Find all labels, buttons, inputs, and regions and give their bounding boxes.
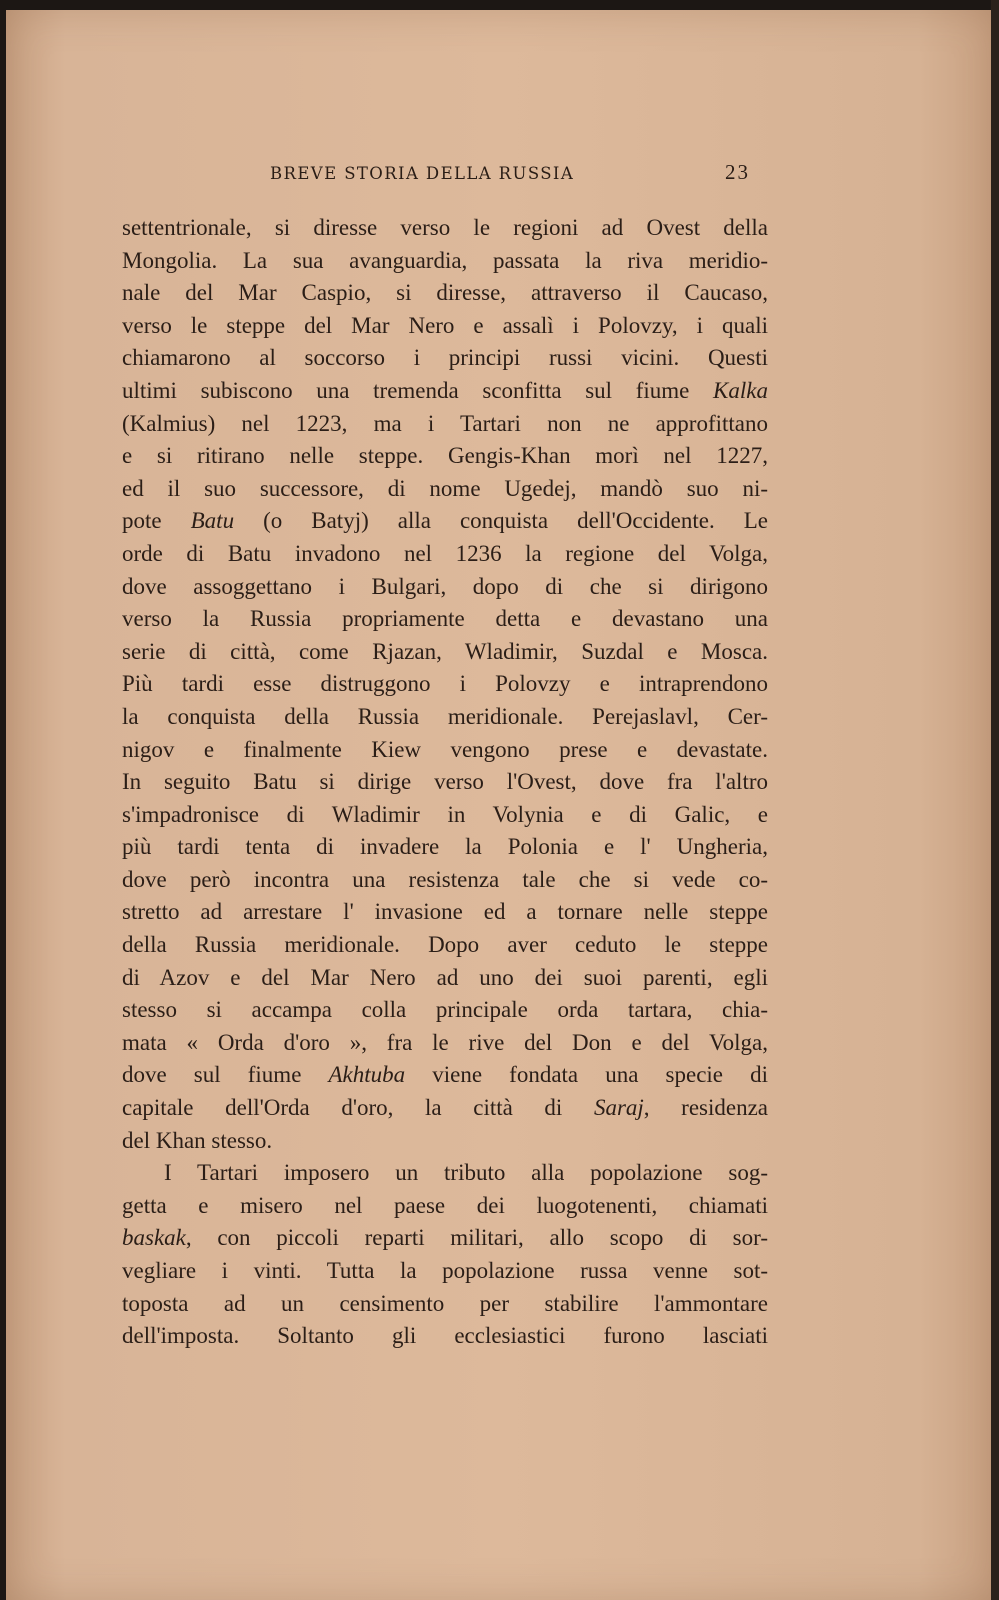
text-line bbox=[122, 799, 768, 832]
text-segment: vegliare i vinti. Tutta la popolazione russa venne sot- bbox=[122, 1258, 768, 1283]
text-line bbox=[122, 1157, 768, 1190]
text-segment: dove sul fiume bbox=[122, 1062, 329, 1088]
text-line bbox=[122, 929, 768, 962]
text-line bbox=[122, 1255, 768, 1288]
text-segment: getta e misero nel paese dei luogotenenti, chiamati bbox=[122, 1192, 768, 1218]
text-segment: orde di Batu invadono nel 1236 la regione del Volga, bbox=[122, 540, 768, 566]
text-segment: ed il suo successore, di nome Ugedej, mandò suo ni- bbox=[122, 475, 768, 501]
running-title: BREVE STORIA DELLA RUSSIA bbox=[270, 164, 575, 183]
text-segment: toposta ad un censimento per stabilire l'ammontare bbox=[122, 1290, 768, 1316]
text-segment: e si ritirano nelle steppe. Gengis-Khan morì nel 1227, bbox=[122, 443, 768, 469]
text-line bbox=[122, 766, 768, 799]
italic-term: baskak bbox=[122, 1225, 186, 1251]
text-segment: settentrionale, si diresse verso le regioni ad Ovest della bbox=[122, 215, 768, 240]
text-line bbox=[122, 1059, 768, 1092]
text-segment: verso le steppe del Mar Nero e assalì i Polovzy, i quali bbox=[122, 312, 768, 338]
text-line bbox=[122, 1222, 768, 1255]
text-line bbox=[122, 408, 768, 441]
text-segment: (o Batyj) alla conquista dell'Occidente. Le bbox=[234, 508, 769, 534]
page-edge-shadow bbox=[991, 0, 999, 1600]
text-line bbox=[122, 962, 768, 995]
text-segment: serie di città, come Rjazan, Wladimir, Suzdal e Mosca. bbox=[122, 638, 768, 664]
text-line bbox=[122, 994, 768, 1027]
text-line bbox=[122, 505, 768, 538]
text-line bbox=[122, 1027, 768, 1060]
text-line bbox=[122, 1092, 768, 1125]
text-line bbox=[122, 603, 768, 636]
text-segment: dove assoggettano i Bulgari, dopo di che si dirigono bbox=[122, 573, 768, 599]
text-segment: ultimi subiscono una tremenda sconfitta sul fiume bbox=[122, 377, 714, 403]
text-line bbox=[122, 245, 768, 278]
text-segment: nigov e finalmente Kiew vengono prese e devastate. bbox=[122, 736, 768, 762]
text-segment: più tardi tenta di invadere la Polonia e l' Ungheria, bbox=[122, 834, 768, 860]
text-segment: pote bbox=[122, 508, 191, 534]
text-line bbox=[122, 310, 768, 343]
text-line bbox=[122, 440, 768, 473]
body-text bbox=[122, 212, 768, 1353]
italic-term: Saraj bbox=[593, 1095, 644, 1121]
text-line bbox=[122, 864, 768, 897]
text-segment: s'impadronisce di Wladimir in Volynia e di Galic, e bbox=[122, 801, 768, 827]
text-segment: stretto ad arrestare l' invasione ed a tornare nelle steppe bbox=[122, 899, 768, 925]
text-line bbox=[122, 896, 768, 929]
running-head bbox=[122, 160, 750, 190]
text-segment: , con piccoli reparti militari, allo scopo di sor- bbox=[185, 1225, 768, 1251]
italic-term: Batu bbox=[190, 508, 235, 534]
text-segment: (Kalmius) nel 1223, ma i Tartari non ne approfittano bbox=[122, 410, 768, 436]
text-line bbox=[122, 636, 768, 669]
text-line bbox=[122, 701, 768, 734]
text-line bbox=[122, 571, 768, 604]
text-segment: del Khan stesso. bbox=[122, 1127, 273, 1153]
text-segment: I Tartari imposero un tributo alla popolazione sog- bbox=[164, 1160, 768, 1186]
text-segment: Più tardi esse distruggono i Polovzy e intraprendono bbox=[122, 671, 768, 697]
text-line bbox=[122, 831, 768, 864]
text-segment: , residenza bbox=[643, 1095, 768, 1121]
text-line bbox=[122, 1125, 768, 1158]
text-segment: Mongolia. La sua avanguardia, passata la riva meridio- bbox=[122, 247, 768, 273]
text-segment: verso la Russia propriamente detta e devastano una bbox=[122, 606, 768, 632]
text-line bbox=[122, 734, 768, 767]
text-segment: dove però incontra una resistenza tale che si vede co- bbox=[122, 866, 768, 892]
text-segment: stesso si accampa colla principale orda tartara, chia- bbox=[122, 997, 768, 1023]
text-segment: In seguito Batu si dirige verso l'Ovest, dove fra l'altro bbox=[122, 769, 768, 795]
text-line bbox=[122, 212, 768, 245]
italic-term: Kalka bbox=[713, 377, 768, 403]
text-segment: la conquista della Russia meridionale. Perejaslavl, Cer- bbox=[122, 703, 768, 729]
text-segment: nale del Mar Caspio, si diresse, attraverso il Caucaso, bbox=[122, 280, 768, 306]
text-segment: di Azov e del Mar Nero ad uno dei suoi parenti, egli bbox=[122, 964, 768, 990]
text-line bbox=[122, 1288, 768, 1321]
text-line bbox=[122, 342, 768, 375]
text-line bbox=[122, 668, 768, 701]
text-line bbox=[122, 1190, 768, 1223]
text-line bbox=[122, 277, 768, 310]
text-segment: chiamarono al soccorso i principi russi vicini. Questi bbox=[122, 345, 768, 371]
text-line bbox=[122, 1320, 768, 1353]
page-number: 23 bbox=[725, 160, 750, 184]
text-segment: mata « Orda d'oro », fra le rive del Don e del Volga, bbox=[122, 1029, 768, 1055]
text-line bbox=[122, 473, 768, 506]
text-line bbox=[122, 375, 768, 408]
text-segment: capitale dell'Orda d'oro, la città di bbox=[122, 1095, 594, 1121]
text-segment: della Russia meridionale. Dopo aver ceduto le steppe bbox=[122, 932, 768, 958]
text-segment: viene fondata una specie di bbox=[405, 1062, 768, 1088]
text-line bbox=[122, 538, 768, 571]
text-segment: dell'imposta. Soltanto gli ecclesiastici furono lasciati bbox=[122, 1323, 768, 1349]
italic-term: Akhtuba bbox=[328, 1062, 406, 1088]
